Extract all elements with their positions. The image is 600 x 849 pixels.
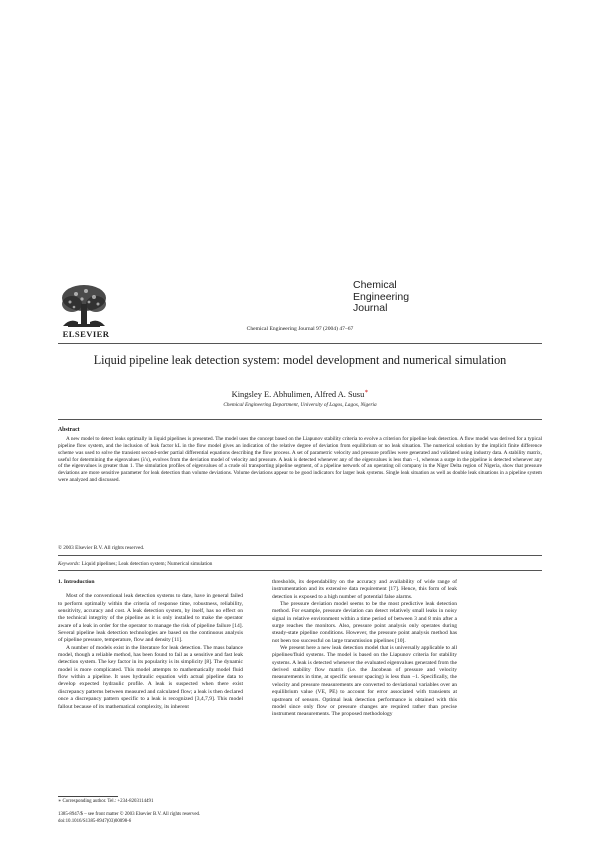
front-matter-line: 1385-8947/$ – see front matter © 2003 Elsevier B.V. All rights reserved. [58, 812, 201, 817]
abstract-body [58, 436, 542, 484]
journal-logo-line: Engineering [353, 290, 410, 303]
abstract-text: A new model to detect leaks optimally in liquid pipelines is presented. The model uses the concept based on the Liapunov stability criteria to evolve a criterion for pipeline leak detection. A flow model was derived for a typical pipeline flow system, and the inclusion of leak factor kL in the flow model gives an indication of the relative degree of deviation from equilibrium or no leak situation. The numerical solution by the implicit finite difference scheme was used to solve the transient second-order partial differential equations describing the flow process. A set of parametric velocity and pressure profiles were generated and validated using industry data. A stability matrix, useful for determining the eigenvalues (λ's), evolves from the deviation model of velocity and pressure. A leak is detected whenever any of the eigenvalues is less than −1, whereas a surge in the pipeline is detected whenever any of the eigenvalues is greater than 1. The simulation profiles of eigenvalues of a crude oil transporting pipeline segment, of a pipeline network of an operating oil company in the Niger Delta region of Nigeria, show that pressure deviations are more sensitive parameter for leak detection than volume deviations. Volume deviations appear to be good indicators for larger leak systems. Single leak situation as well as double leak situations in a pipeline system were analyzed and discussed. [58, 436, 542, 484]
header-divider [58, 343, 542, 344]
page-footer [58, 812, 200, 825]
author-list [80, 388, 520, 399]
keywords-bottom-divider [58, 570, 542, 571]
right-column [272, 579, 457, 719]
paper-title: Liquid pipeline leak detection system: model development and numerical simulation [93, 353, 507, 367]
corresponding-author-footnote: ∗ Corresponding author. Tel.: +234-8203114491 [58, 799, 154, 804]
paragraph: The pressure deviation model seems to be the most predictive leak detection method. For example, pressure deviation can detect relatively small leaks in noisy signal in relative environment within a time period of between 3 and 8 min after a surge reaches the monitors. Also, pressure point analysis only operates during steady-state pipeline conditions. However, the pressure point analysis method has not been too successful on large transmission pipelines [10]. [272, 601, 457, 644]
abstract-heading: Abstract [58, 427, 80, 433]
doi-link[interactable]: doi:10.1016/S1385-8947(03)00098-6 [58, 818, 132, 824]
author-affiliation: Chemical Engineering Department, University of Lagos, Lagos, Nigeria [223, 402, 377, 408]
paragraph: We present here a new leak detection model that is universally applicable to all pipelines/fluid systems. The model is based on the Liapunov criteria for stability systems. A leak is detected whenever the evaluated eigenvalues generated from the derived stability flow matrix (i.e. the Jacobean of pressure and velocity measurements in time, at specific sensor spacing) is less than −1. Specifically, the velocity and pressure measurements are converted to deviational variables over an equilibrium value (VE, PE) to account for error associated with transients at upstream of sensors. Optimal leak detection performance is obtained with this model since only flow or pressure changes are required rather than precise instrument measurements. The proposed methodology [272, 645, 457, 718]
paragraph: A number of models exist in the literature for leak detection. The mass balance model, though a reliable method, has been found to fail as a sensitive and fast leak detection system. The key factor in its popularity is its simplicity [8]. The dynamic model is more complicated. This model attempts to mathematically model fluid flow within a pipeline. It uses hydraulic equation with actual pipeline data to develop expected hydraulic profile. A leak is suspected when there exist discrepancy patterns between measured and calculated flow; a leak is then declared once a discrepancy pattern specific to a leak is recognized [3,4,7,9]. This model fallout because of its mathematical complexity, its inherent [58, 644, 243, 710]
publisher-name: ELSEVIER [62, 329, 110, 339]
left-column [58, 579, 243, 711]
paragraph: Most of the conventional leak detection systems to date, have in general failed to perform optimally within the criteria of response time, robustness, reliability, sensitivity, accuracy and cost. A leak detection system, by itself, has no effect on the technical integrity of the pipeline as it is only installed to make the operator aware of a leak in order for the operator to manage the risk of pipeline failure [14]. Several pipeline leak detection technologies are based on the continuous analysis of pipeline pressure, temperature, flow and density [11]. [58, 593, 243, 644]
journal-logo-line: Journal [353, 302, 388, 314]
elsevier-tree-logo [58, 282, 110, 330]
journal-logo [353, 280, 431, 315]
footnote-divider [58, 796, 118, 797]
abstract-top-divider [58, 419, 542, 420]
keywords-top-divider [58, 555, 542, 556]
keywords-text: Liquid pipelines; Leak detection system; Numerical simulation [80, 561, 213, 567]
journal-citation: Chemical Engineering Journal 97 (2004) 47–67 [246, 326, 354, 332]
corresponding-author-link[interactable]: ∗ [364, 389, 369, 395]
keywords-label: Keywords: [58, 561, 81, 567]
paragraph: thresholds, its dependability on the accuracy and availability of wide range of instrumentation and its extensive data requirement [17]. Hence, this form of leak detection is exposed to a high number of potential false alarms. [272, 579, 457, 600]
journal-logo-line: Chemical [353, 279, 397, 291]
copyright-notice: © 2003 Elsevier B.V. All rights reserved. [58, 545, 145, 551]
keywords [58, 561, 212, 567]
section-heading: 1. Introduction [58, 579, 95, 585]
authors-text: Kingsley E. Abhulimen, Alfred A. Susu [231, 389, 365, 399]
